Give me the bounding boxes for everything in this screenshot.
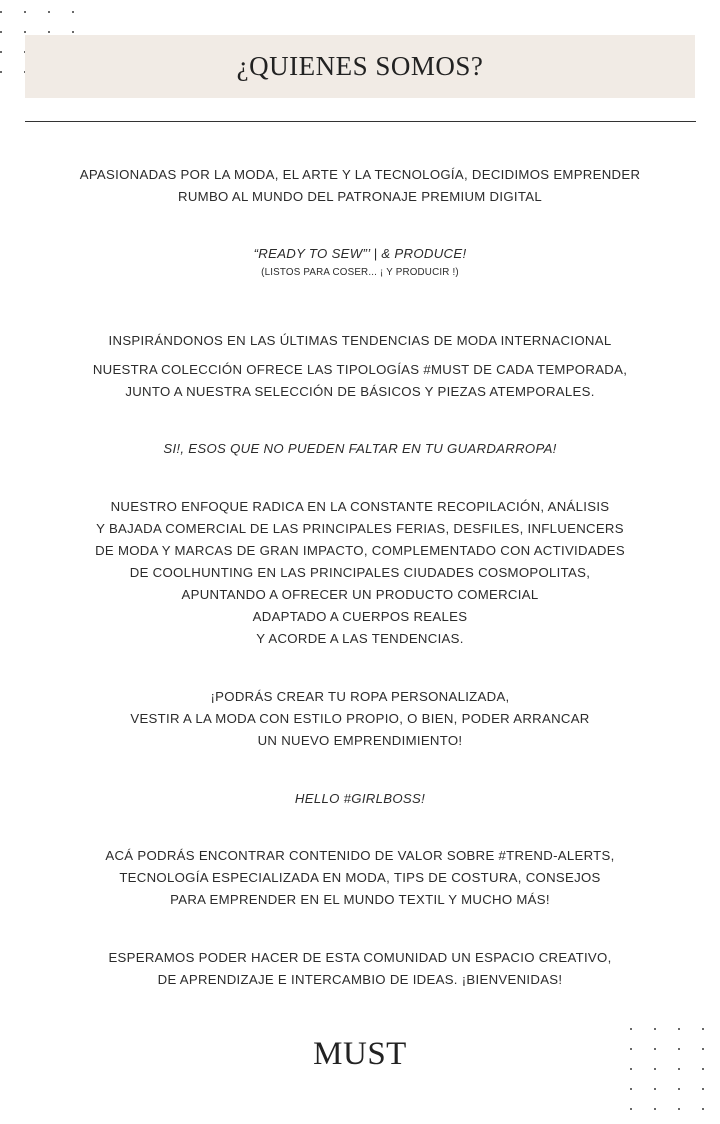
- focus-paragraph: [0, 496, 720, 650]
- dot: [0, 71, 2, 73]
- dot: [48, 31, 50, 33]
- text-line: DE APRENDIZAJE E INTERCAMBIO DE IDEAS. ¡BIENVENIDAS!: [157, 972, 563, 987]
- text-line: UN NUEVO EMPRENDIMIENTO!: [257, 733, 463, 748]
- dot: [702, 1088, 704, 1090]
- dot: [0, 11, 2, 13]
- dot: [702, 1108, 704, 1110]
- create-paragraph: [0, 686, 720, 752]
- collection-paragraph: [0, 359, 720, 403]
- girlboss-line: HELLO #GIRLBOSS!: [294, 791, 426, 806]
- dot: [702, 1028, 704, 1030]
- dot: [630, 1028, 632, 1030]
- text-line: Y BAJADA COMERCIAL DE LAS PRINCIPALES FERIAS, DESFILES, INFLUENCERS: [96, 521, 624, 536]
- dot: [72, 31, 74, 33]
- dot: [678, 1028, 680, 1030]
- text-line: DE MODA Y MARCAS DE GRAN IMPACTO, COMPLEMENTADO CON ACTIVIDADES: [95, 543, 625, 558]
- text-line: APASIONADAS POR LA MODA, EL ARTE Y LA TECNOLOGÍA, DECIDIMOS EMPRENDER: [79, 167, 641, 182]
- inspiration-paragraph: INSPIRÁNDONOS EN LAS ÚLTIMAS TENDENCIAS DE MODA INTERNACIONAL: [108, 333, 612, 348]
- dot: [678, 1108, 680, 1110]
- text-line: TECNOLOGÍA ESPECIALIZADA EN MODA, TIPS DE COSTURA, CONSEJOS: [119, 870, 601, 885]
- text-line: NUESTRO ENFOQUE RADICA EN LA CONSTANTE RECOPILACIÓN, ANÁLISIS: [110, 499, 610, 514]
- text-line: ¡PODRÁS CREAR TU ROPA PERSONALIZADA,: [210, 689, 510, 704]
- community-paragraph: [0, 947, 720, 991]
- dot: [630, 1088, 632, 1090]
- dot: [24, 11, 26, 13]
- intro-paragraph: [0, 164, 720, 208]
- tagline: “READY TO SEW”’ | & PRODUCE!: [253, 246, 467, 261]
- dot: [0, 51, 2, 53]
- text-line: APUNTANDO A OFRECER UN PRODUCTO COMERCIAL: [181, 587, 539, 602]
- must-have-line: SI!, ESOS QUE NO PUEDEN FALTAR EN TU GUARDARROPA!: [163, 441, 557, 456]
- content-paragraph: [0, 845, 720, 911]
- dot: [72, 11, 74, 13]
- text-line: RUMBO AL MUNDO DEL PATRONAJE PREMIUM DIGITAL: [178, 189, 542, 204]
- text-line: ESPERAMOS PODER HACER DE ESTA COMUNIDAD UN ESPACIO CREATIVO,: [108, 950, 612, 965]
- text-line: PARA EMPRENDER EN EL MUNDO TEXTIL Y MUCHO MÁS!: [170, 892, 550, 907]
- text-line: Y ACORDE A LAS TENDENCIAS.: [256, 631, 464, 646]
- must-logo: MUST: [313, 1036, 407, 1072]
- title-banner: [25, 35, 695, 98]
- dot: [678, 1088, 680, 1090]
- tagline-subtitle: (LISTOS PARA COSER... ¡ Y PRODUCIR !): [261, 267, 459, 278]
- text-line: ADAPTADO A CUERPOS REALES: [252, 609, 468, 624]
- divider: [25, 121, 696, 122]
- dot: [24, 31, 26, 33]
- text-line: DE COOLHUNTING EN LAS PRINCIPALES CIUDADES COSMOPOLITAS,: [129, 565, 591, 580]
- dot: [48, 11, 50, 13]
- dot: [630, 1108, 632, 1110]
- page-title: ¿QUIENES SOMOS?: [236, 51, 484, 81]
- text-line: VESTIR A LA MODA CON ESTILO PROPIO, O BIEN, PODER ARRANCAR: [130, 711, 590, 726]
- dot: [0, 31, 2, 33]
- dot: [654, 1108, 656, 1110]
- text-line: JUNTO A NUESTRA SELECCIÓN DE BÁSICOS Y PIEZAS ATEMPORALES.: [125, 384, 595, 399]
- dot: [654, 1028, 656, 1030]
- text-line: ACÁ PODRÁS ENCONTRAR CONTENIDO DE VALOR SOBRE #TREND-ALERTS,: [105, 848, 615, 863]
- dot: [654, 1088, 656, 1090]
- text-line: NUESTRA COLECCIÓN OFRECE LAS TIPOLOGÍAS #MUST DE CADA TEMPORADA,: [92, 362, 628, 377]
